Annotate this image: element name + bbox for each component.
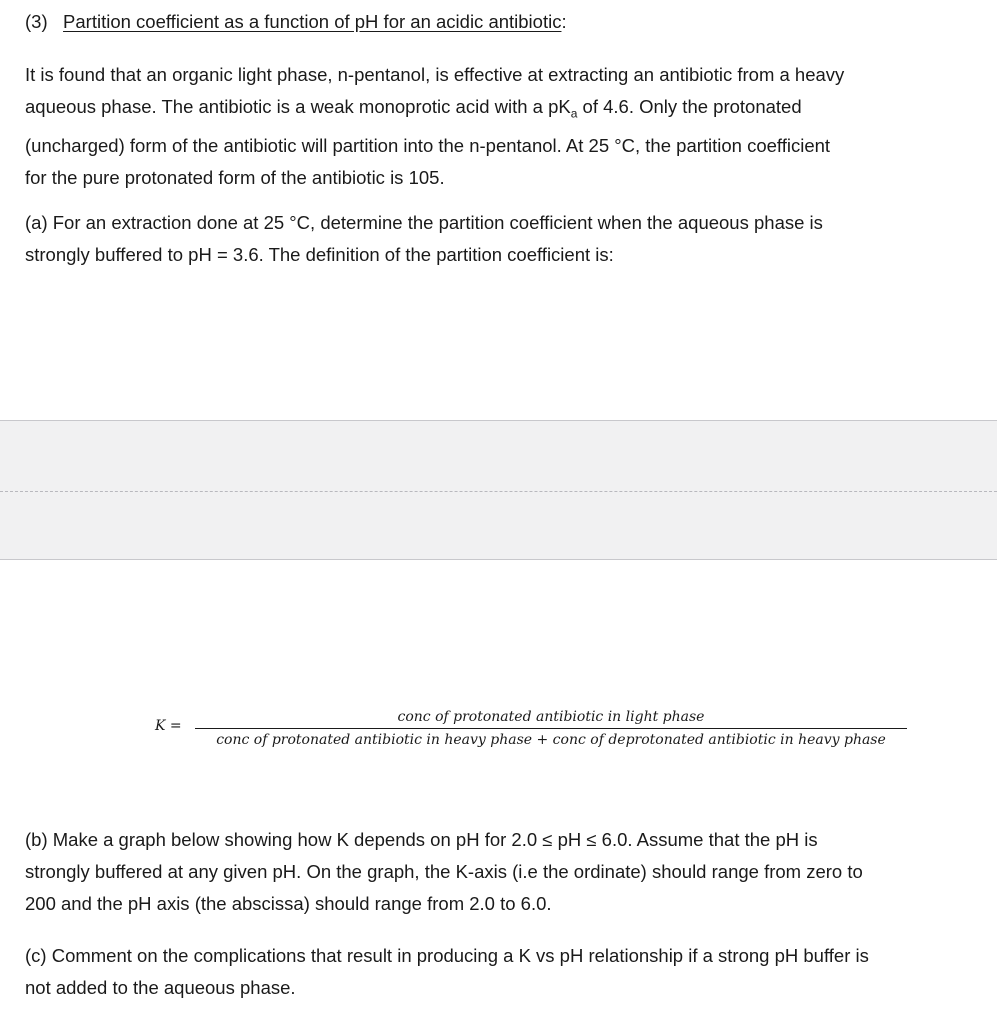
part-a-line: strongly buffered to pH = 3.6. The definition of the partition coefficient is: — [25, 244, 614, 265]
part-b-paragraph — [25, 824, 975, 920]
intro-line-pka — [25, 91, 975, 130]
pka-subscript: a — [570, 106, 578, 121]
question-number: (3) — [25, 11, 48, 32]
part-b-line: strongly buffered at any given pH. On the graph, the K-axis (i.e the ordinate) should range from zero to — [25, 861, 863, 882]
question-title: Partition coefficient as a function of pH for an acidic antibiotic — [63, 11, 562, 32]
equation-fraction — [195, 706, 907, 751]
part-c-line: (c) Comment on the complications that result in producing a K vs pH relationship if a strong pH buffer is — [25, 945, 869, 966]
intro-line: (uncharged) form of the antibiotic will partition into the n-pentanol. At 25 °C, the partition coefficient — [25, 134, 831, 156]
question-heading — [25, 9, 567, 35]
intro-line-pka-rest: of 4.6. Only the protonated — [577, 96, 802, 117]
part-b-line: 200 and the pH axis (the abscissa) should range from 2.0 to 6.0. — [25, 893, 552, 914]
answer-region-band — [0, 420, 997, 560]
part-c-paragraph — [25, 940, 975, 1004]
intro-paragraph — [25, 59, 975, 194]
intro-line: It is found that an organic light phase, n-pentanol, is effective at extracting an antibiotic from a heavy — [25, 64, 845, 85]
equation-numerator: conc of protonated antibiotic in light phase — [397, 709, 705, 725]
intro-line-text: aqueous phase. The antibiotic is a weak monoprotic acid with a pK — [25, 96, 571, 117]
question-title-colon: : — [561, 11, 567, 32]
part-a-paragraph — [25, 207, 975, 271]
part-b-line: (b) Make a graph below showing how K depends on pH for 2.0 ≤ pH ≤ 6.0. Assume that the pH is — [25, 829, 818, 850]
part-a-line: (a) For an extraction done at 25 °C, determine the partition coefficient when the aqueous phase is — [25, 212, 823, 233]
dashed-divider — [0, 491, 997, 492]
equation-denominator: conc of protonated antibiotic in heavy phase + conc of deprotonated antibiotic in heavy phase — [216, 732, 886, 748]
part-c-line: not added to the aqueous phase. — [25, 977, 296, 998]
equation-lhs: K = — [155, 718, 182, 734]
intro-line: for the pure protonated form of the antibiotic is 105. — [25, 166, 445, 188]
